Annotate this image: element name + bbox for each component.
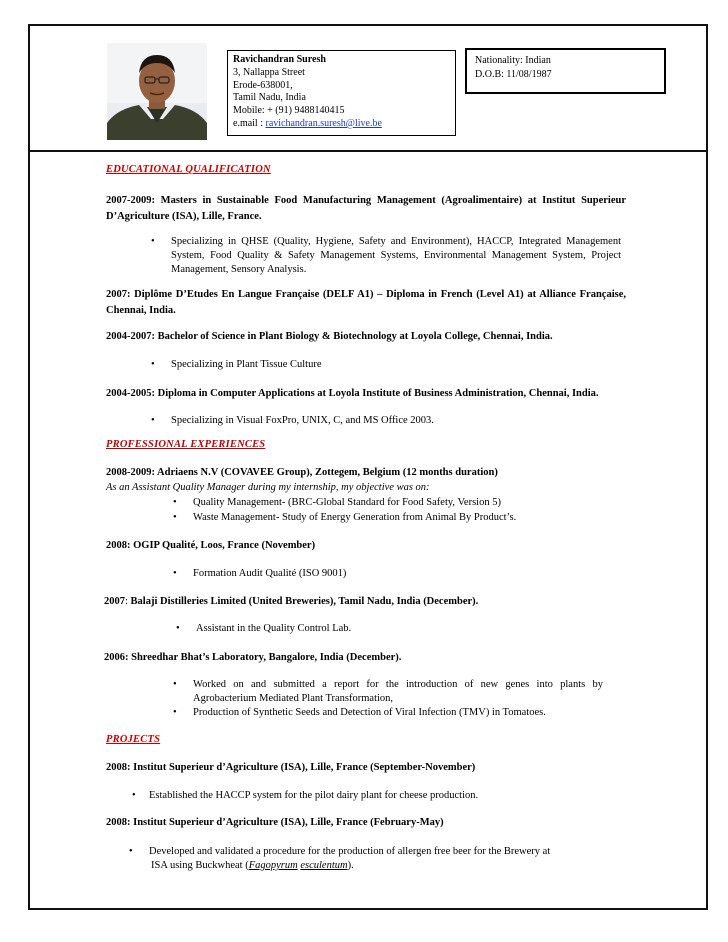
- experience-heading-ogip: 2008: OGIP Qualité, Loos, France (November): [106, 540, 316, 551]
- bullet-icon: •: [173, 568, 177, 579]
- bullet-icon: •: [151, 236, 155, 247]
- bullet-icon: •: [173, 707, 177, 718]
- experience-bullet-waste: • Waste Management- Study of Energy Generation from Animal By Product’s.: [173, 512, 517, 523]
- species-name: esculentum: [300, 860, 348, 871]
- bullet-icon: •: [173, 497, 177, 508]
- email-link[interactable]: ravichandran.suresh@live.be: [265, 117, 382, 129]
- bullet-icon: •: [151, 415, 155, 426]
- email-label: e.mail :: [233, 117, 266, 129]
- experience-bullet-genes: • Worked on and submitted a report for the introduction of new genes into plants by Agrobacterium Mediated Plant Transformation,: [173, 679, 603, 704]
- profile-photo: [107, 43, 207, 140]
- experience-bullet-balaji: • Assistant in the Quality Control Lab.: [176, 623, 352, 634]
- experience-bullet-seeds: • Production of Synthetic Seeds and Detection of Viral Infection (TMV) in Tomatoes.: [173, 707, 546, 718]
- contact-box: [227, 50, 456, 136]
- bullet-icon: •: [173, 679, 177, 690]
- experience-year: 2006: [104, 652, 125, 663]
- experience-heading-text: : Shreedhar Bhat’s Laboratory, Bangalore, India (December).: [125, 652, 402, 663]
- experience-heading-shreedhar: [104, 650, 664, 666]
- project-bullet-beer: • Developed and validated a procedure for the production of allergen free beer for the Brewery at: [129, 846, 551, 857]
- section-title-experience: PROFESSIONAL EXPERIENCES: [106, 439, 266, 450]
- project-bullet-haccp: • Established the HACCP system for the pilot dairy plant for cheese production.: [132, 790, 479, 801]
- experience-heading-text: Balaji Distilleries Limited (United Breweries), Tamil Nadu, India (December).: [127, 596, 479, 607]
- nationality: Nationality: Indian: [475, 55, 551, 66]
- education-heading-diploma: 2004-2005: Diploma in Computer Applications at Loyola Institute of Business Administration, Chennai, India.: [106, 388, 599, 399]
- address-city: Erode-638001,: [233, 79, 293, 91]
- bullet-icon: •: [176, 623, 180, 634]
- candidate-name: Ravichandran Suresh: [233, 54, 326, 65]
- date-of-birth: D.O.B: 11/08/1987: [475, 69, 552, 80]
- header-divider: [28, 150, 708, 152]
- education-heading-bsc: 2004-2007: Bachelor of Science in Plant Biology & Biotechnology at Loyola College, Chennai, India.: [106, 331, 553, 342]
- bullet-icon: •: [129, 846, 133, 857]
- project-heading-haccp: 2008: Institut Superieur d’Agriculture (ISA), Lille, France (September-November): [106, 762, 476, 773]
- education-bullet-masters: • Specializing in QHSE (Quality, Hygiene, Safety and Environment), HACCP, Integrated Management System, Food Quality & Safety Management Systems, Environmental Management System, Project Management, Sensory Analysis.: [151, 236, 621, 275]
- project-heading-beer: 2008: Institut Superieur d’Agriculture (ISA), Lille, France (February-May): [106, 817, 444, 828]
- education-bullet-diploma: • Specializing in Visual FoxPro, UNIX, C, and MS Office 2003.: [151, 415, 434, 426]
- experience-year: 2007: [104, 596, 125, 607]
- experience-subtitle-adriaens: As an Assistant Quality Manager during my internship, my objective was on:: [106, 482, 430, 493]
- address-street: 3, Nallappa Street: [233, 66, 305, 78]
- education-heading-masters: 2007-2009: Masters in Sustainable Food Manufacturing Management (Agroalimentaire) at Institut Superieur D’Agriculture (ISA), Lille, France.: [106, 195, 626, 222]
- mobile-number: Mobile: + (91) 9488140415: [233, 105, 345, 117]
- personal-info-box: [465, 48, 666, 94]
- project-bullet-beer-line2: ISA using Buckwheat (Fagopyrum esculentum).: [151, 860, 354, 871]
- address-state: Tamil Nadu, India: [233, 92, 306, 104]
- experience-heading-adriaens: 2008-2009: Adriaens N.V (COVAVEE Group), Zottegem, Belgium (12 months duration): [106, 467, 498, 478]
- education-heading-delf: 2007: Diplôme D’Etudes En Langue Française (DELF A1) – Diploma in French (Level A1) at Alliance Française, Chennai, India.: [106, 289, 626, 316]
- section-title-projects: PROJECTS: [106, 734, 161, 745]
- experience-bullet-ogip: • Formation Audit Qualité (ISO 9001): [173, 568, 347, 579]
- education-bullet-bsc: • Specializing in Plant Tissue Culture: [151, 359, 322, 370]
- bullet-icon: •: [151, 359, 155, 370]
- genus-name: Fagopyrum: [248, 860, 298, 871]
- email-line: [233, 118, 455, 131]
- section-title-education: EDUCATIONAL QUALIFICATION: [106, 164, 271, 175]
- bullet-icon: •: [173, 512, 177, 523]
- bullet-icon: •: [132, 790, 136, 801]
- experience-bullet-quality: • Quality Management- (BRC-Global Standard for Food Safety, Version 5): [173, 497, 501, 508]
- experience-heading-balaji: 2007: Balaji Distilleries Limited (United Breweries), Tamil Nadu, India (December).: [104, 596, 479, 607]
